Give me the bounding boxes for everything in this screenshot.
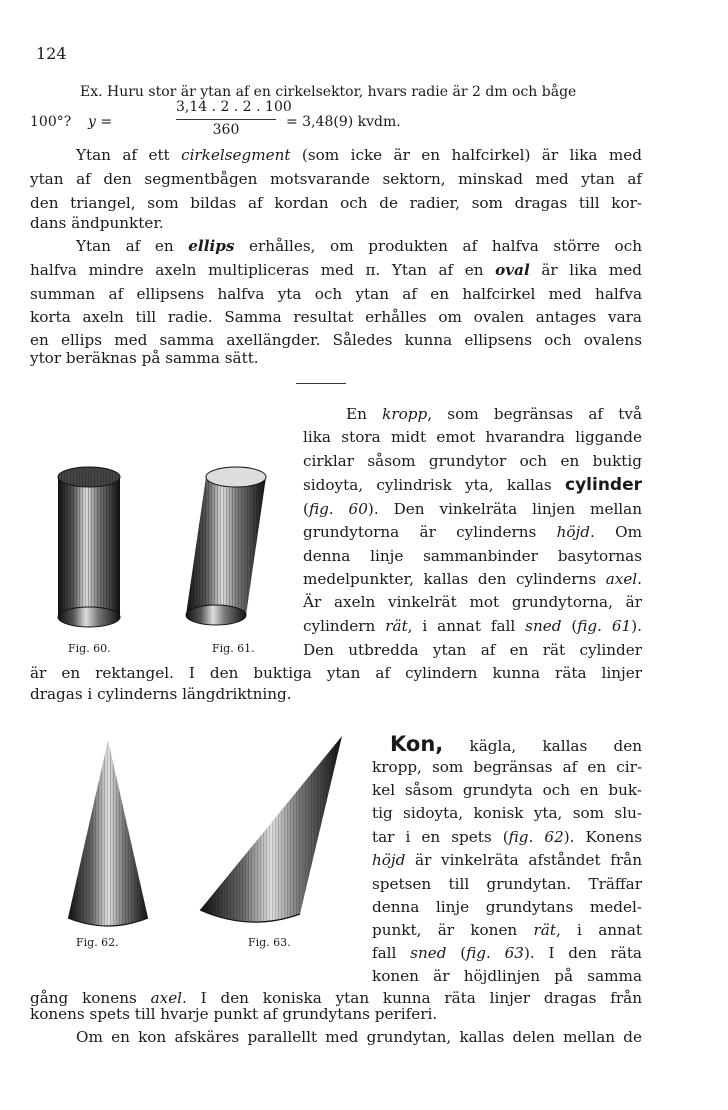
cone-line-10: fall sned (fig. 63). I den räta <box>372 944 642 962</box>
example-numerator: 3,14 . 2 . 2 . 100 <box>176 99 292 115</box>
cylinder-figures <box>40 455 300 640</box>
cone-line-8: denna linje grundytans medel- <box>372 898 642 916</box>
ellipse-line-6: ytor beräknas på samma sätt. <box>30 349 259 367</box>
cone-oblique-figure <box>200 736 342 922</box>
cylinder-line-5: (fig. 60). Den vinkelräta linjen mellan <box>303 500 642 518</box>
cylinder-line-11: Den utbredda ytan af en rät cylinder <box>303 641 642 659</box>
ellipse-line-4: korta axeln till radie. Samma resultat erhålles om ovalen antages vara <box>30 308 642 326</box>
ellipse-line-3: summan af ellipsens halfva yta och ytan af en halfcirkel med halfva <box>30 285 642 303</box>
ellipse-line-5: en ellips med samma axellängder. Således kunna ellipsens och ovalens <box>30 331 642 349</box>
segment-line-1: Ytan af ett cirkelsegment (som icke är en halfcirkel) är lika med <box>76 146 642 164</box>
example-denominator: 360 <box>212 122 240 138</box>
cone-figures <box>50 728 350 933</box>
cone-line-5: tar i en spets (fig. 62). Konens <box>372 828 642 846</box>
ellipse-line-1: Ytan af en ellips erhålles, om produkten af halfva större och <box>76 237 642 255</box>
cylinder-line-12: är en rektangel. I den buktiga ytan af cylindern kunna räta linjer <box>30 664 642 682</box>
cone-line-12: gång konens axel. I den koniska ytan kunna räta linjer dragas från <box>30 989 642 1007</box>
example-result: = 3,48(9) kvdm. <box>286 114 401 130</box>
example-prefix: 100°? <box>30 114 72 130</box>
cylinder-oblique-figure <box>186 467 266 625</box>
cone-line-1: Kon, kägla, kallas den <box>390 732 642 756</box>
caption-fig-61: Fig. 61. <box>212 642 255 655</box>
page-number: 124 <box>36 44 67 63</box>
cone-straight-figure <box>68 740 148 926</box>
cylinder-line-2: lika stora midt emot hvarandra liggande <box>303 428 642 446</box>
cone-line-3: kel såsom grundyta och en buk- <box>372 781 642 799</box>
cylinder-line-7: denna linje sammanbinder basytornas <box>303 547 642 565</box>
cone-line-7: spetsen till grundytan. Träffar <box>372 875 642 893</box>
ellipse-line-2: halfva mindre axeln multipliceras med π. Ytan af en oval är lika med <box>30 261 642 279</box>
cone-line-9: punkt, är konen rät, i annat <box>372 921 642 939</box>
cylinder-straight-figure <box>58 467 120 627</box>
cone-line-6: höjd är vinkelräta afståndet från <box>372 851 642 869</box>
segment-line-4: dans ändpunkter. <box>30 214 164 232</box>
caption-fig-60: Fig. 60. <box>68 642 111 655</box>
example-line: Ex. Huru stor är ytan af en cirkelsektor, hvars radie är 2 dm och båge <box>80 84 577 100</box>
cone-line-4: tig sidoyta, konisk yta, som slu- <box>372 804 642 822</box>
cylinder-line-13: dragas i cylinderns längdriktning. <box>30 685 292 703</box>
cylinder-line-10: cylindern rät, i annat fall sned (fig. 61). <box>303 617 642 635</box>
cone-line-11: konen är höjdlinjen på samma <box>372 967 642 985</box>
section-divider <box>296 383 346 384</box>
cylinder-line-9: Är axeln vinkelrät mot grundytorna, är <box>303 593 642 611</box>
example-y-equals: y = <box>88 114 113 130</box>
cone-line-14: Om en kon afskäres parallellt med grundytan, kallas delen mellan de <box>76 1028 642 1046</box>
cylinder-line-4: sidoyta, cylindrisk yta, kallas cylinder <box>303 475 642 495</box>
segment-line-2: ytan af den segmentbågen motsvarande sektorn, minskad med ytan af <box>30 170 642 188</box>
example-fraction-bar <box>176 119 276 120</box>
caption-fig-63: Fig. 63. <box>248 936 291 949</box>
cone-line-13: konens spets till hvarje punkt af grundytans periferi. <box>30 1005 438 1023</box>
cone-line-2: kropp, som begränsas af en cir- <box>372 758 642 776</box>
cylinder-line-3: cirklar såsom grundytor och en buktig <box>303 452 642 470</box>
cylinder-line-6: grundytorna är cylinderns höjd. Om <box>303 523 642 541</box>
segment-line-3: den triangel, som bildas af kordan och de radier, som dragas till kor- <box>30 194 642 212</box>
cylinder-line-8: medelpunkter, kallas den cylinderns axel. <box>303 570 642 588</box>
caption-fig-62: Fig. 62. <box>76 936 119 949</box>
cylinder-line-1: En kropp, som begränsas af två <box>346 405 643 423</box>
